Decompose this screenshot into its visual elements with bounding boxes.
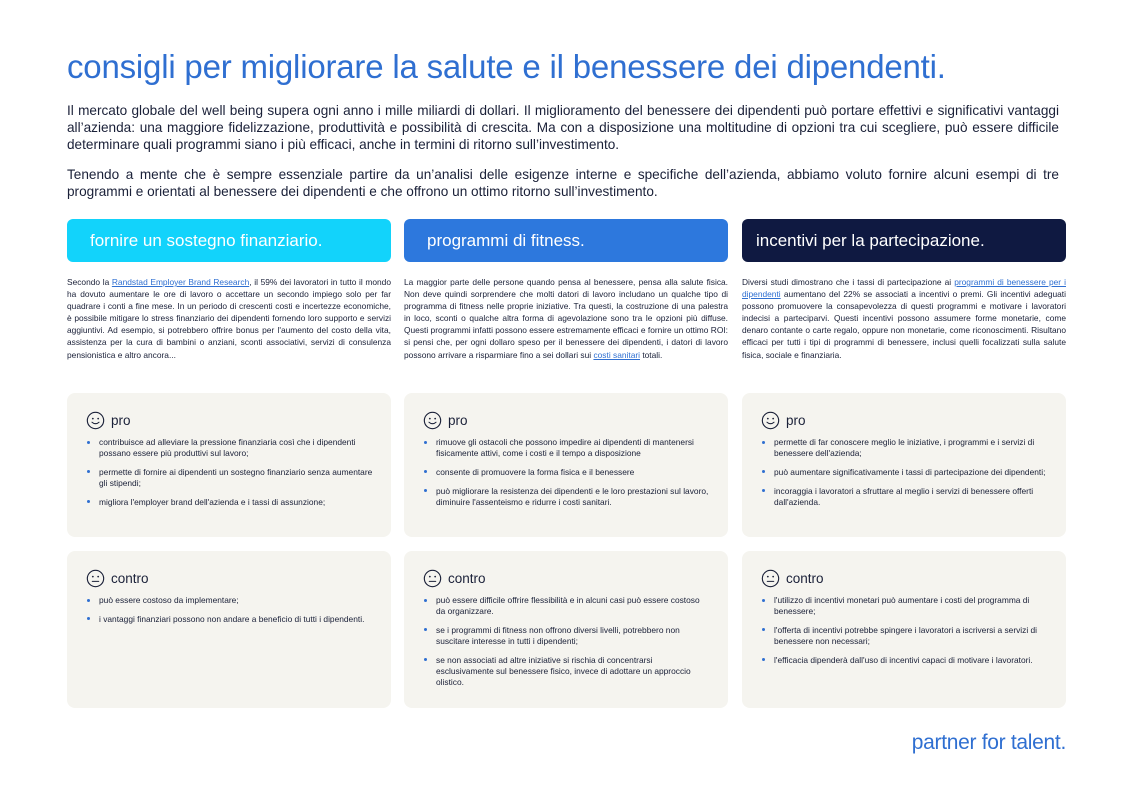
randstad-research-link[interactable]: Randstad Employer Brand Research — [111, 277, 250, 287]
neutral-face-icon — [761, 569, 780, 588]
pro-card-fitness — [404, 393, 728, 537]
list-item: se i programmi di fitness non offrono diversi livelli, potrebbero non suscitare interesse in tutti i dipendenti; — [423, 625, 710, 647]
pro-list — [761, 437, 1048, 508]
list-item: rimuove gli ostacoli che possono impedire ai dipendenti di mantenersi fisicamente attivi, come i costi e il tempo a disposizione — [423, 437, 710, 459]
list-item: i vantaggi finanziari possono non andare a beneficio di tutti i dipendenti. — [86, 614, 373, 625]
pro-list — [86, 437, 373, 508]
column-header-fitness-programs: programmi di fitness. — [404, 219, 728, 262]
column-header-financial-support: fornire un sostegno finanziario. — [67, 219, 391, 262]
intro-paragraph-2: Tenendo a mente che è sempre essenziale partire da un’analisi delle esigenze interne e specifiche dell’azienda, abbiamo voluto fornire alcuni esempi di tre programmi e orientati al benessere dei dipendenti e che offrono un ottimo ritorno sull’investimento. — [67, 167, 1059, 199]
pro-card-financial — [67, 393, 391, 537]
column-description-fitness: La maggior parte delle persone quando pensa al benessere, pensa alla salute fisica. Non deve quindi sorprendere che molti datori di lavoro includano un qualche tipo di programma di fitness nelle proprie iniziative. Tra questi, la costruzione di una palestra in loco, sconti o qualche altra forma di agevolazione sono tra le opzioni più diffuse. Questi programmi infatti possono essere estremamente efficaci e fornire un ottimo ROI: si pensi che, per ogni dollaro speso per il benessere dei dipendenti, i datori di lavoro possono arrivare a risparmiare fino a sei dollari sui costi sanitari totali. — [404, 277, 728, 360]
con-label: contro — [448, 570, 486, 586]
neutral-face-icon — [423, 569, 442, 588]
list-item: consente di promuovere la forma fisica e il benessere — [423, 467, 710, 478]
column-description-incentives: Diversi studi dimostrano che i tassi di partecipazione ai programmi di benessere per i dipendenti aumentano del 22% se associati a incentivi o premi. Gli incentivi adeguati possono promuovere la consapevolezza di questi programmi e motivare i lavoratori indecisi a parteciparvi. Questi incentivi possono assumere forme monetarie, come denaro contante o carte regalo, oppure non monetarie, come riconoscimenti. Risultano efficaci per tutti i tipi di programmi di benessere, inclusi quelli focalizzati sulla salute fisica, sociale e finanziaria. — [742, 277, 1066, 360]
list-item: l'efficacia dipenderà dall'uso di incentivi capaci di motivare i lavoratori. — [761, 655, 1048, 666]
column-description-financial: Secondo la Randstad Employer Brand Research, il 59% dei lavoratori in tutto il mondo ha dovuto aumentare le ore di lavoro o accettare un secondo impiego solo per far quadrare i conti a fine mese. In un periodo di crescenti costi e incertezze economiche, è possibile mitigare lo stress finanziario dei dipendenti fornendo loro supporto e servizi aggiuntivi. Ad esempio, si potrebbero offrire bonus per l'aumento del costo della vita, assistenza per la cura di bambini o anziani, sconti associativi, servizi di consulenza pensionistica e altro ancora... — [67, 277, 391, 360]
pro-card-incentives — [742, 393, 1066, 537]
list-item: può aumentare significativamente i tassi di partecipazione dei dipendenti; — [761, 467, 1048, 478]
list-item: può essere costoso da implementare; — [86, 595, 373, 606]
column-header-participation-incentives: incentivi per la partecipazione. — [742, 219, 1066, 262]
brand-tagline: partner for talent. — [911, 731, 1066, 754]
neutral-face-icon — [86, 569, 105, 588]
smiley-face-icon — [86, 411, 105, 430]
list-item: può essere difficile offrire flessibilità e in alcuni casi può essere costoso da organizzare. — [423, 595, 710, 617]
con-card-incentives — [742, 551, 1066, 708]
intro-paragraph-1: Il mercato globale del well being supera ogni anno i mille miliardi di dollari. Il miglioramento del benessere dei dipendenti può portare effettivi e significativi vantaggi all’azienda: una maggiore fidelizzazione, produttività e possibilità di crescita. Ma con a disposizione una moltitudine di opzioni tra cui scegliere, può essere difficile determinare quali programmi siano i più efficaci, anche in termini di ritorno sull’investimento. — [67, 103, 1059, 152]
pro-label: pro — [111, 412, 131, 428]
pro-list — [423, 437, 710, 508]
smiley-face-icon — [761, 411, 780, 430]
list-item: l'utilizzo di incentivi monetari può aumentare i costi del programma di benessere; — [761, 595, 1048, 617]
smiley-face-icon — [423, 411, 442, 430]
list-item: migliora l'employer brand dell'azienda e i tassi di assunzione; — [86, 497, 373, 508]
con-list — [761, 595, 1048, 666]
con-label: contro — [111, 570, 149, 586]
pro-label: pro — [786, 412, 806, 428]
con-list — [86, 595, 373, 625]
health-costs-link[interactable]: costi sanitari — [593, 349, 640, 360]
list-item: può migliorare la resistenza dei dipendenti e le loro prestazioni sul lavoro, diminuire l'assenteismo e ridurre i costi sanitari. — [423, 486, 710, 508]
list-item: permette di far conoscere meglio le iniziative, i programmi e i servizi di benessere dell'azienda; — [761, 437, 1048, 459]
list-item: contribuisce ad alleviare la pressione finanziaria così che i dipendenti possano essere più produttivi sul lavoro; — [86, 437, 373, 459]
pro-label: pro — [448, 412, 468, 428]
list-item: se non associati ad altre iniziative si rischia di concentrarsi esclusivamente sul benessere fisico, invece di adottare un approccio olistico. — [423, 655, 710, 689]
con-card-fitness — [404, 551, 728, 708]
con-label: contro — [786, 570, 824, 586]
list-item: permette di fornire ai dipendenti un sostegno finanziario senza aumentare gli stipendi; — [86, 467, 373, 489]
page-title: consigli per migliorare la salute e il benessere dei dipendenti. — [67, 48, 946, 85]
con-list — [423, 595, 710, 688]
list-item: incoraggia i lavoratori a sfruttare al meglio i servizi di benessere offerti dall'azienda. — [761, 486, 1048, 508]
wellbeing-programs-link[interactable]: programmi di benessere per i dipendenti — [742, 277, 1066, 300]
con-card-financial — [67, 551, 391, 708]
list-item: l'offerta di incentivi potrebbe spingere i lavoratori a iscriversi a servizi di benessere non necessari; — [761, 625, 1048, 647]
